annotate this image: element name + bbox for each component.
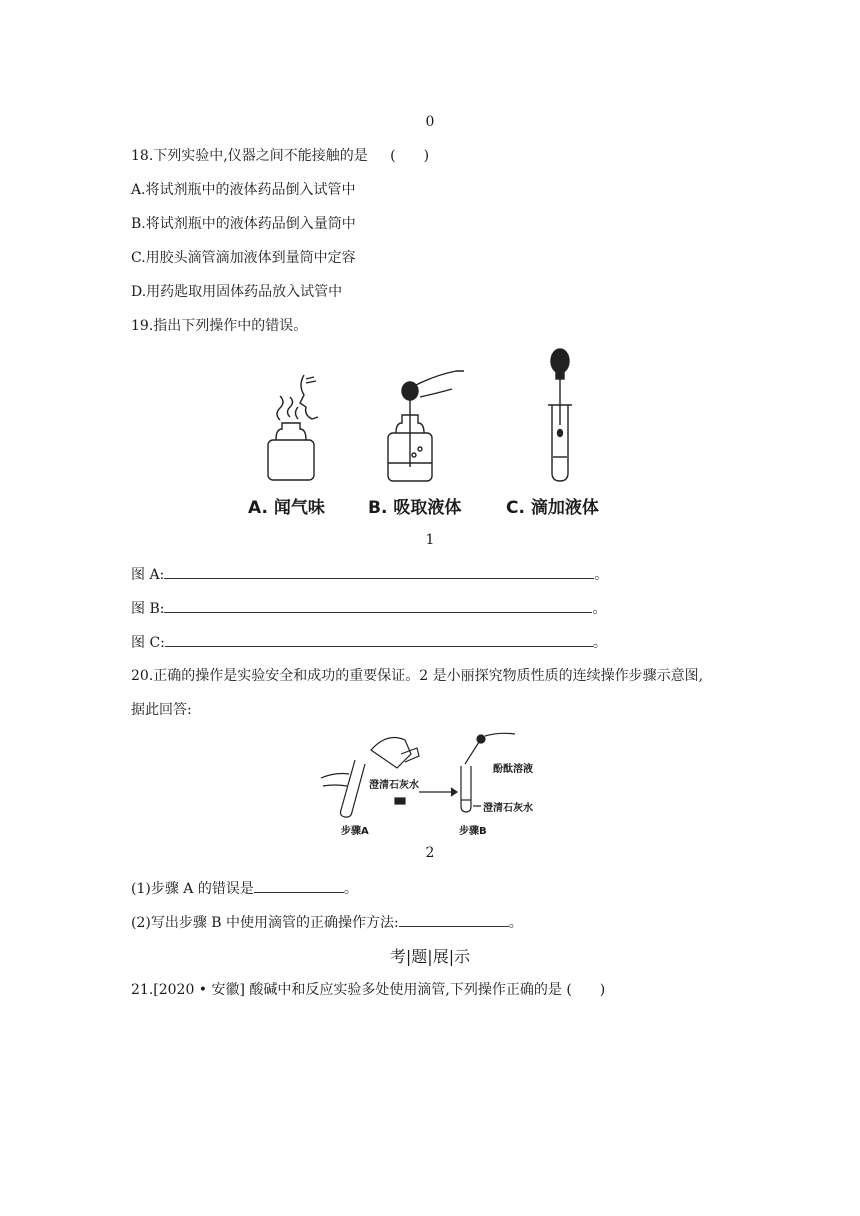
q19-answer-c-blank[interactable] — [165, 632, 593, 647]
label-phenolphthalein: 酚酞溶液 — [493, 764, 533, 775]
figure-number-1: 1 — [425, 532, 435, 548]
q20-sub2 — [131, 912, 523, 933]
q19-stem: 19.指出下列操作中的错误。 — [131, 318, 308, 334]
test-tube-dropper-illustration — [548, 349, 572, 481]
q20-sub1-end: 。 — [343, 881, 358, 897]
figure-2-steps — [315, 730, 555, 838]
q21-stem — [131, 980, 605, 1000]
label-lime-water-a: 澄清石灰水 — [369, 780, 419, 791]
smell-bottle-illustration — [268, 375, 318, 480]
q21-answer-paren: ( ) — [566, 982, 606, 998]
q18-stem — [131, 146, 429, 166]
q21-stem-text: 21.[2020 • 安徽] 酸碱中和反应实验多处使用滴管,下列操作正确的是 — [131, 982, 562, 998]
q20-sub1 — [131, 878, 358, 899]
q18-option-d: D.用药匙取用固体药品放入试管中 — [131, 284, 343, 300]
q20-sub2-text: (2)写出步骤 B 中使用滴管的正确操作方法: — [131, 915, 399, 931]
q19-answer-c-end: 。 — [592, 635, 607, 651]
q19-answer-b — [131, 598, 606, 619]
q19-answer-a-label: 图 A: — [131, 567, 165, 583]
q20-sub1-text: (1)步骤 A 的错误是 — [131, 881, 254, 897]
q20-stem-line1: 20.正确的操作是实验安全和成功的重要保证。2 是小丽探究物质性质的连续操作步骤示意图, — [131, 668, 704, 684]
q19-answer-a-blank[interactable] — [164, 564, 594, 579]
q18-option-c: C.用胶头滴管滴加液体到量筒中定容 — [131, 250, 356, 266]
q19-answer-b-label: 图 B: — [131, 601, 165, 617]
q18-option-b: B.将试剂瓶中的液体药品倒入量筒中 — [131, 216, 356, 232]
figure-1-caption-b: B. 吸取液体 — [368, 498, 462, 518]
section-title: 考|题|展|示 — [389, 947, 471, 966]
q20-stem-line2: 据此回答: — [131, 702, 192, 718]
label-lime-water-b: 澄清石灰水 — [483, 803, 533, 814]
figure-1-lab-operations — [240, 345, 630, 520]
q20-sub1-blank[interactable] — [254, 878, 344, 893]
q18-option-a: A.将试剂瓶中的液体药品倒入试管中 — [131, 182, 356, 198]
q19-answer-b-end: 。 — [592, 601, 607, 617]
q19-answer-b-blank[interactable] — [164, 598, 592, 613]
q18-answer-paren: ( ) — [390, 148, 430, 164]
figure-1-caption-c: C. 滴加液体 — [506, 498, 599, 518]
label-step-a: 步骤A — [341, 826, 369, 837]
figure-1-caption-a: A. 闻气味 — [248, 498, 325, 518]
q20-sub2-blank[interactable] — [399, 912, 509, 927]
q19-answer-a — [131, 564, 608, 585]
q19-answer-c-label: 图 C: — [131, 635, 165, 651]
q19-answer-c — [131, 632, 607, 653]
q18-stem-text: 18.下列实验中,仪器之间不能接触的是 — [131, 148, 368, 164]
figure-number-2: 2 — [425, 845, 435, 861]
label-step-b: 步骤B — [459, 826, 487, 837]
figure-number-0: 0 — [425, 114, 435, 130]
q19-answer-a-end: 。 — [594, 567, 609, 583]
dropper-bottle-illustration — [388, 371, 464, 481]
q20-sub2-end: 。 — [508, 915, 523, 931]
